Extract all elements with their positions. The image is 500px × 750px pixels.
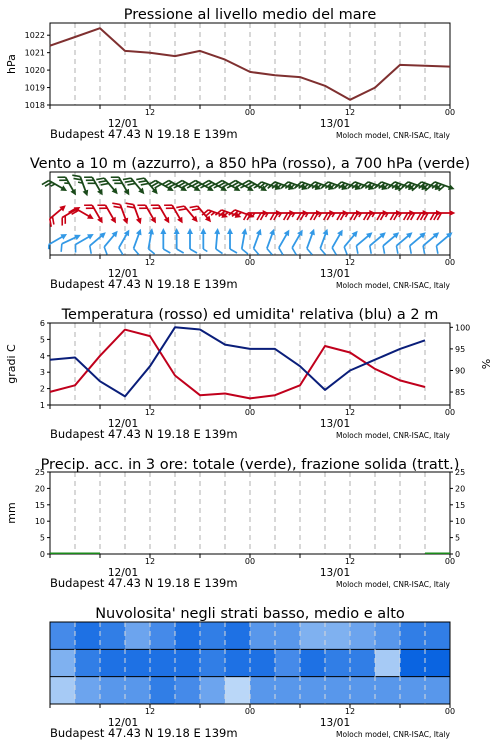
y-tick-label: 6 [39,319,45,328]
y-tick-label: 5 [39,533,45,543]
barb-feather [319,248,327,254]
x-tick-label: 12 [144,557,156,566]
barb-arrow [297,228,305,236]
barb-feather [87,246,95,254]
barb-arrow [123,218,131,226]
cloud-cell [350,677,375,704]
barb-feather [342,247,350,255]
date-label: 12/01 [107,118,139,130]
x-tick-label: 12 [144,408,156,417]
cloud-cell [175,677,200,704]
y-tick-label: 1018 [24,101,45,110]
cloud-cell [375,649,400,676]
barb-arrow [449,210,455,216]
cloud-cell [300,622,325,649]
barb-arrow [136,218,144,226]
wind-barb [274,228,295,255]
x-tick-label: 00 [444,557,456,566]
wind-barb [263,228,281,255]
wind-barb [160,228,170,253]
barb-arrow [160,228,166,234]
cloud-cell [150,677,175,704]
location-info: Budapest 47.43 N 19.18 E 139m [50,277,238,291]
barb-arrow [60,231,68,239]
wind-barb [364,210,389,220]
cloud-cell [275,622,300,649]
cloud-cell [100,677,125,704]
cloud-cell [150,622,175,649]
cloud-cell [175,622,200,649]
barb-feather [177,249,184,253]
barb-arrow [70,189,78,197]
wind-barb [151,200,172,227]
cloud-cell [350,649,375,676]
wind-barb [350,210,375,220]
wind-barb [136,173,160,199]
barb-arrow [110,217,118,225]
cloud-cell [250,677,275,704]
model-credit: Moloch model, CNR-ISAC, Italy [336,431,450,440]
humidity-line [50,327,425,396]
cloud-cell [225,622,250,649]
cloud-cell [75,677,100,704]
cloud-cell [50,622,75,649]
cloud-cell [250,649,275,676]
date-label: 13/01 [319,717,351,729]
barb-arrow [97,189,105,197]
x-tick-label: 00 [244,108,256,117]
location-info: Budapest 47.43 N 19.18 E 139m [50,726,238,740]
wind-barb [111,172,132,199]
barb-arrow [323,228,331,236]
cloud-cell [50,649,75,676]
model-credit: Moloch model, CNR-ISAC, Italy [336,580,450,589]
y-tick-label: 10 [34,517,45,527]
x-tick-label: 00 [444,108,456,117]
wind-barb [129,228,147,255]
y-tick-label: 1 [39,401,45,410]
model-credit: Moloch model, CNR-ISAC, Italy [336,131,450,140]
barb-feather [58,244,65,252]
barb-arrow [187,228,193,234]
cloud-cell [325,677,350,704]
cloud-cell [50,677,75,704]
wind-barb [303,228,321,255]
barb-feather [433,246,441,254]
barb-feather [420,246,428,254]
wind-barb [123,173,147,199]
barb-feather [102,247,110,255]
barb-feather [190,249,197,253]
x-tick-label: 00 [244,557,256,566]
barb-feather [407,246,415,254]
location-info: Budapest 47.43 N 19.18 E 139m [50,127,238,141]
x-tick-label: 12 [144,108,156,117]
wind-barb [284,210,309,220]
y-tick-label: 5 [39,335,45,345]
y-axis-label: mm [5,502,18,524]
y-tick-label: 1021 [24,48,45,58]
wind-barb [429,178,456,196]
barb-arrow [150,217,158,225]
cloud-cell [300,677,325,704]
barb-arrow [227,228,233,234]
barb-feather [203,249,207,252]
barb-arrow [448,184,456,192]
barb-feather [72,245,79,253]
wind-barb [69,204,96,225]
wind-barb [430,210,455,220]
wind-barb [187,228,197,253]
wind-barb [244,210,269,220]
cloud-cell [325,649,350,676]
chart-title: Vento a 10 m (azzurro), a 850 hPa (rosso), a 700 hPa (verde) [29,156,471,172]
y-tick-label: 20 [34,484,45,494]
barb-arrow [200,228,206,234]
wind-barb [145,228,159,254]
wind-barb [200,228,207,252]
barb-arrow [148,228,155,235]
y-tick-label: 25 [34,468,45,477]
y-tick-label-right: 20 [455,484,466,494]
barb-feather [290,248,298,255]
x-tick-label: 12 [144,258,156,267]
barb-feather [112,201,120,207]
y-tick-label-right: 85 [455,388,466,398]
date-label: 13/01 [319,567,351,579]
y-tick-label-right: 15 [455,500,466,510]
barb-feather [241,249,249,254]
y-tick-label: 3 [39,368,45,378]
cloud-cell [125,677,150,704]
wind-barb [297,210,322,220]
barb-feather [132,248,140,254]
barb-feather [230,249,237,253]
cloud-cell [100,622,125,649]
barb-feather [117,248,125,255]
barb-arrow [83,190,91,198]
barb-arrow [177,217,185,225]
barb-feather [367,246,375,254]
x-tick-label: 00 [444,707,456,716]
barb-arrow [269,228,277,236]
location-info: Budapest 47.43 N 19.18 E 139m [50,427,238,441]
wind-barb [270,210,295,220]
model-credit: Moloch model, CNR-ISAC, Italy [336,281,450,290]
y-axis-label-right: % [480,358,493,370]
x-tick-label: 00 [244,258,256,267]
y-tick-label: 15 [34,500,45,510]
barb-arrow [87,213,95,221]
cloud-cell [150,649,175,676]
chart-title: Precip. acc. in 3 ore: totale (verde), frazione solida (tratt.) [40,457,460,473]
y-tick-label: 4 [39,351,45,361]
x-tick-label: 12 [144,707,156,716]
cloud-cell [250,622,275,649]
x-tick-label: 12 [344,108,356,117]
wind-barb [339,229,363,255]
y-tick-label: 1019 [24,83,45,93]
wind-barb [85,230,111,254]
x-tick-label: 00 [244,707,256,716]
barb-feather [277,248,285,255]
cloud-cell [325,622,350,649]
x-tick-label: 00 [444,408,456,417]
cloud-cell [350,622,375,649]
date-label: 12/01 [107,717,139,729]
y-tick-label-right: 90 [455,366,466,376]
y-tick-label-right: 95 [455,344,466,354]
x-tick-label: 12 [344,707,356,716]
y-axis-label: hPa [5,54,18,74]
location-info: Budapest 47.43 N 19.18 E 139m [50,576,238,590]
barb-arrow [284,228,292,236]
x-tick-label: 12 [344,258,356,267]
chart-title: Temperatura (rosso) ed umidita' relativa (blu) a 2 m [61,307,439,323]
cloud-cell [275,677,300,704]
barb-feather [216,249,223,254]
precip-bar [75,553,100,555]
cloud-cell [75,622,100,649]
barb-feather [380,246,388,254]
cloud-cell [125,649,150,676]
y-axis-label: gradi C [5,344,18,384]
barb-feather [353,246,361,254]
barb-arrow [214,228,221,235]
cloud-cell [200,677,225,704]
wind-barb [227,228,237,253]
y-tick-label: 1022 [24,31,45,41]
cloud-cell [200,649,225,676]
date-label: 13/01 [319,268,351,280]
wind-barb [99,229,123,255]
date-label: 13/01 [319,418,351,430]
y-tick-label: 0 [39,550,45,559]
barb-feather [266,248,274,254]
cloud-cell [375,622,400,649]
wind-barb [164,200,185,227]
cloud-cell [175,649,200,676]
y-tick-label-right: 25 [455,468,466,477]
wind-barb [126,200,144,227]
y-tick-label: 2 [39,384,45,394]
wind-barb [84,200,105,227]
cloud-cell [75,649,100,676]
y-tick-label-right: 100 [455,323,471,333]
barb-feather [163,249,170,253]
barb-arrow [60,185,68,193]
wind-barb [249,228,267,255]
cloud-cell [300,649,325,676]
barb-arrow [97,217,105,225]
barb-arrow [337,228,345,236]
wind-barb [238,228,252,254]
wind-barb [42,176,69,197]
cloud-cell [225,649,250,676]
date-label: 12/01 [107,418,139,430]
cloud-cell [125,622,150,649]
wind-barb [257,210,282,220]
barb-arrow [241,228,248,235]
barb-arrow [87,231,95,239]
y-tick-label-right: 5 [455,533,461,543]
cloud-cell [275,649,300,676]
wind-barb [190,201,214,227]
barb-feather [126,201,134,207]
wind-barb [45,231,69,249]
barb-feather [330,248,338,255]
wind-barb [174,228,184,253]
precip-bar [425,553,450,555]
y-tick-label-right: 10 [455,517,466,527]
wind-barb [316,228,334,255]
wind-barb [213,228,225,254]
date-label: 12/01 [107,567,139,579]
barb-feather [72,173,80,179]
date-label: 12/01 [107,268,139,280]
y-tick-label: 1020 [24,66,45,76]
wind-barb [114,228,135,255]
x-tick-label: 00 [444,258,456,267]
cloud-cell [375,677,400,704]
cloud-cell [200,622,225,649]
model-credit: Moloch model, CNR-ISAC, Italy [336,730,450,739]
x-tick-label: 12 [344,408,356,417]
wind-barb [288,228,309,255]
chart-title: Nuvolosita' negli strati basso, medio e alto [95,606,405,622]
barb-feather [306,248,314,254]
barb-feather [148,249,156,254]
barb-arrow [309,228,317,236]
barb-arrow [136,228,144,236]
barb-arrow [256,228,264,236]
y-tick-label-right: 0 [455,550,461,559]
cloud-cell [100,649,125,676]
cloud-cell [225,677,250,704]
x-tick-label: 00 [244,408,256,417]
wind-barb [324,210,349,220]
temperature-line [50,330,425,399]
wind-barb [377,210,402,220]
barb-feather [252,248,260,254]
wind-barb [176,201,200,227]
barb-arrow [164,217,172,225]
precip-bar [50,553,75,555]
x-tick-label: 12 [344,557,356,566]
date-label: 13/01 [319,118,351,130]
wind-barb [229,206,256,224]
wind-barb [310,210,335,220]
chart-title: Pressione al livello medio del mare [123,7,377,23]
